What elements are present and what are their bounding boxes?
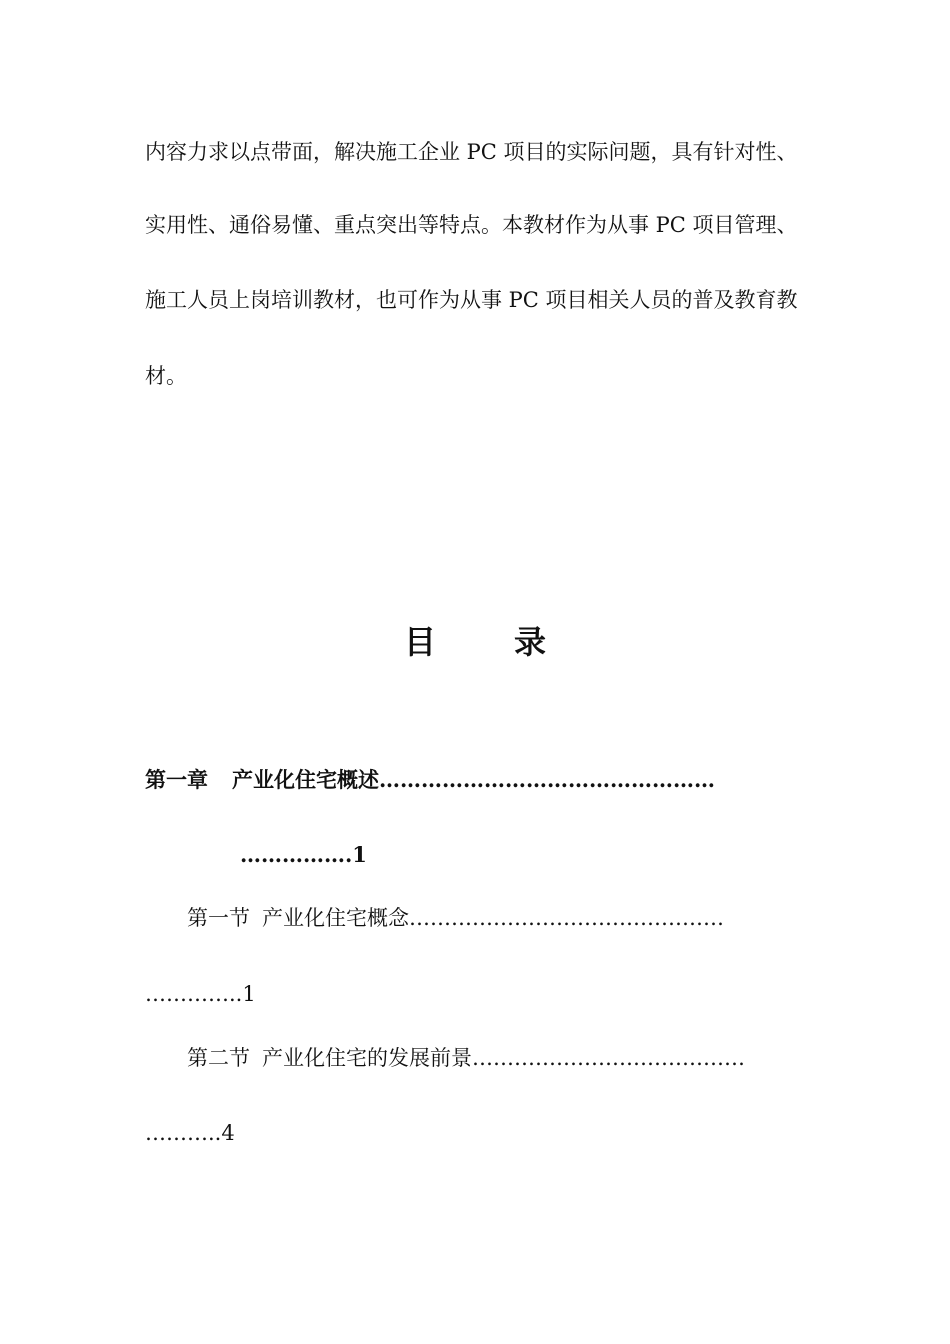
toc-chapter-label: 第一章	[145, 767, 208, 792]
intro-line-4: 材。	[145, 364, 187, 388]
toc-leader-dots: …………	[145, 982, 229, 1006]
toc-section-label: 第二节	[187, 1046, 250, 1070]
toc-page-number: ..1	[229, 982, 256, 1006]
toc-section-2-continuation[interactable]	[145, 1120, 235, 1146]
toc-section-name: 产业化住宅概念	[262, 906, 409, 930]
toc-chapter-1[interactable]	[145, 767, 715, 793]
toc-chapter-name: 产业化住宅概述	[232, 767, 379, 792]
toc-section-1-continuation[interactable]	[145, 981, 256, 1007]
toc-page-number: ..4	[208, 1121, 235, 1145]
intro-line-3: 施工人员上岗培训教材，也可作为从事 PC 项目相关人员的普及教育教	[145, 288, 798, 312]
toc-page-number: .1	[345, 842, 367, 867]
toc-leader-dots: …………………………………………	[379, 767, 715, 792]
toc-section-2[interactable]	[187, 1045, 745, 1071]
toc-section-name: 产业化住宅的发展前景	[262, 1046, 472, 1070]
toc-section-1[interactable]	[187, 905, 724, 931]
toc-title: 目 录	[404, 623, 546, 661]
toc-leader-dots: ………………………………………	[409, 906, 724, 930]
intro-line-2: 实用性、通俗易懂、重点突出等特点。本教材作为从事 PC 项目管理、	[145, 213, 798, 237]
toc-leader-dots: ………	[145, 1121, 208, 1145]
toc-leader-dots: ……………	[240, 842, 345, 867]
toc-leader-dots: …………………………………	[472, 1046, 745, 1070]
toc-section-label: 第一节	[187, 906, 250, 930]
intro-line-1: 内容力求以点带面，解决施工企业 PC 项目的实际问题，具有针对性、	[145, 140, 798, 164]
toc-chapter-1-continuation[interactable]	[240, 842, 367, 868]
